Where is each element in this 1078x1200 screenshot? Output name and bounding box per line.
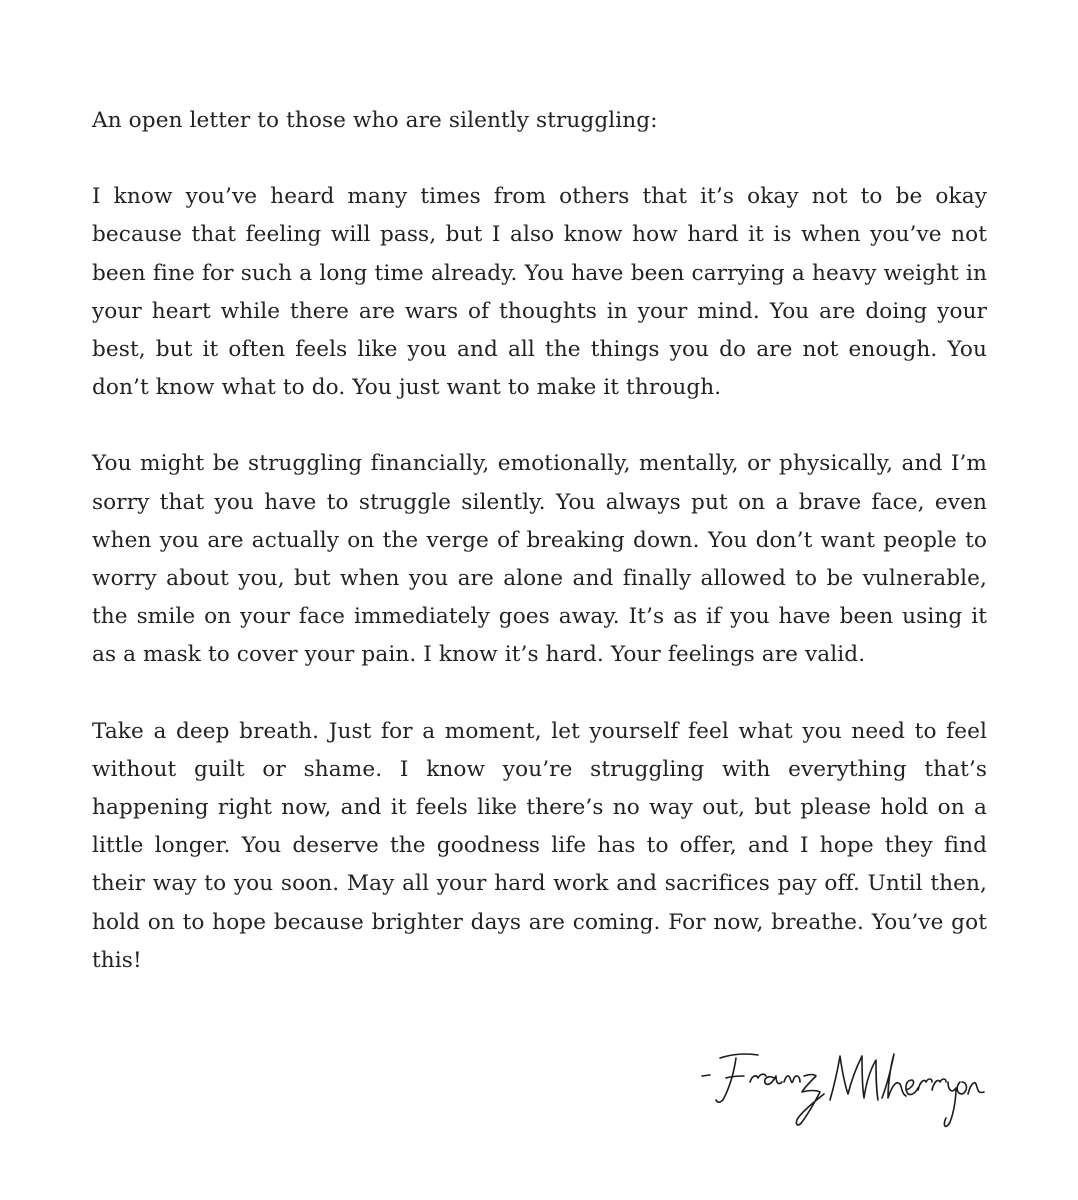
signature-drawing <box>698 1042 988 1134</box>
letter-paragraph-2: You might be struggling financially, emotionally, mentally, or physically, and I’m sorry that you have to struggle silently. You always put on a brave face, even when you are actually on the verge of breaking down. You don’t want people to worry about you, but when you are alone and finally allowed to be vulnerable, the smile on your face immediately goes away. It’s as if you have been using it as a mask to cover your pain. I know it’s hard. Your feelings are valid. <box>92 451 987 668</box>
letter-paragraph-1: I know you’ve heard many times from others that it’s okay not to be okay because that feeling will pass, but I also know how hard it is when you’ve not been fine for such a long time already. You have been carrying a heavy weight in your heart while there are wars of thoughts in your mind. You are doing your best, but it often feels like you and all the things you do are not enough. You don’t know what to do. You just want to make it through. <box>92 184 987 401</box>
handwritten-signature <box>698 1042 988 1134</box>
letter-body <box>92 102 987 980</box>
letter-heading: An open letter to those who are silently struggling: <box>92 108 658 133</box>
letter-paragraph-3: Take a deep breath. Just for a moment, let yourself feel what you need to feel without guilt or shame. I know you’re struggling with everything that’s happening right now, and it feels like there’s no way out, but please hold on a little longer. You deserve the goodness life has to offer, and I hope they find their way to you soon. May all your hard work and sacrifices pay off. Until then, hold on to hope because brighter days are coming. For now, breathe. You’ve got this! <box>92 718 987 973</box>
